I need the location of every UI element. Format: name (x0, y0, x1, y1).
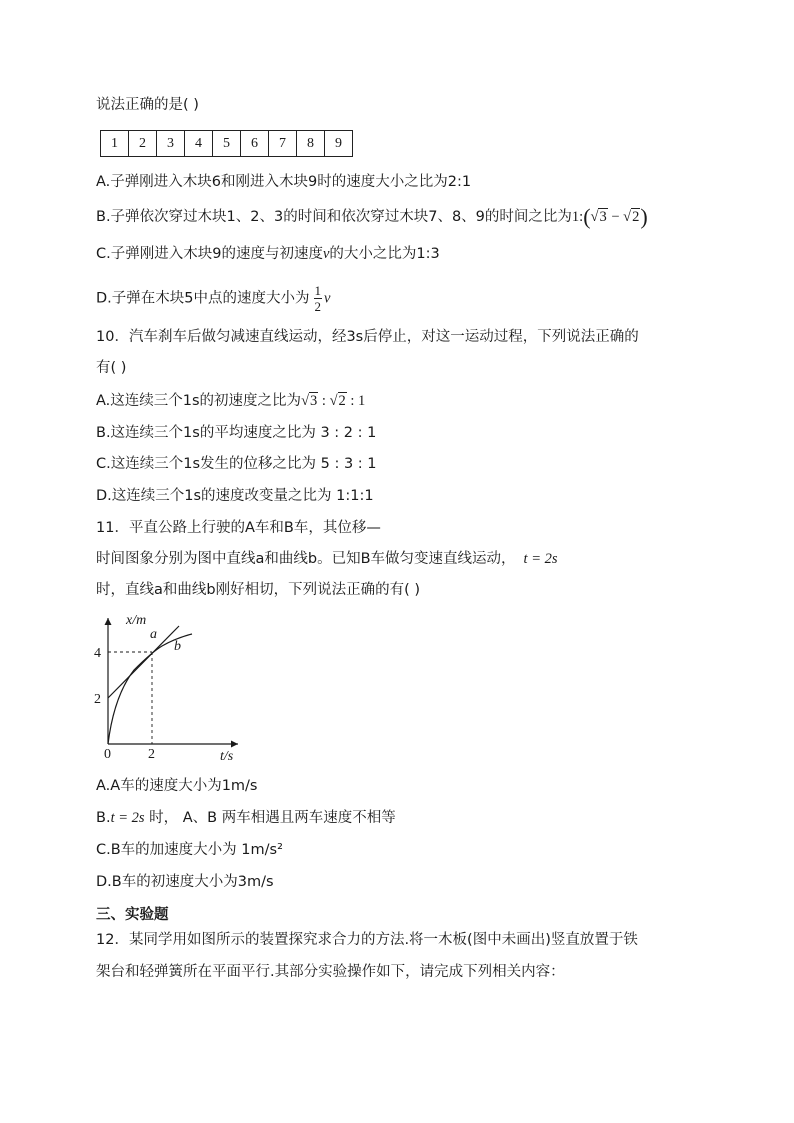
q11-option-d: D.B车的初速度大小为3m/s (96, 874, 274, 890)
q11-option-b-text: 时， A、B 两车相遇且两车速度不相等 (144, 810, 396, 826)
q10-option-a-text: A.这连续三个1s的初速度之比为 (96, 393, 302, 409)
block-cell: 8 (297, 131, 325, 157)
paren-close: ) (640, 204, 648, 229)
q9-option-b (96, 204, 648, 229)
q9-option-b-lead: 1: (571, 209, 584, 225)
block-cell: 7 (269, 131, 297, 157)
block-cell: 3 (157, 131, 185, 157)
q11-option-b (96, 808, 396, 828)
time-equation: t = 2s (110, 810, 145, 826)
line-a-label: a (150, 627, 157, 642)
line-a (108, 626, 179, 698)
q10-option-b: B.这连续三个1s的平均速度之比为 3 : 2 : 1 (96, 425, 377, 441)
q11-stem-line1: 11．平直公路上行驶的A车和B车，其位移— (96, 520, 381, 536)
radicand: 2 (632, 209, 640, 225)
q11-option-a: A.A车的速度大小为1m/s (96, 778, 258, 794)
block-cell: 9 (325, 131, 353, 157)
sqrt-expr: √3 (301, 393, 318, 409)
q12-stem-line1: 12．某同学用如图所示的装置探究求合力的方法.将一木板(图中未画出)竖直放置于铁 (96, 932, 638, 948)
sqrt-expr: √3 (590, 209, 607, 225)
y-axis-label: x/m (126, 613, 147, 628)
block-cell: 6 (241, 131, 269, 157)
section-title: 三、实验题 (96, 907, 169, 923)
tick-x0: 0 (104, 747, 111, 762)
q9-option-d (96, 283, 330, 314)
q11-option-c: C.B车的加速度大小为 1m/s² (96, 842, 283, 858)
position-time-graph (88, 608, 268, 764)
q11-stem-line2 (96, 549, 558, 569)
wood-blocks-table (100, 130, 353, 157)
block-cell: 4 (185, 131, 213, 157)
fraction (314, 283, 323, 314)
velocity-var: v (324, 290, 331, 307)
ratio-sep: : (318, 393, 330, 409)
radicand: 2 (338, 393, 346, 409)
block-cell: 2 (129, 131, 157, 157)
q9-option-c-post: 的大小之比为1:3 (329, 246, 440, 262)
radicand: 3 (599, 209, 607, 225)
q9-option-d-text: D.子弹在木块5中点的速度大小为 (96, 290, 310, 307)
tick-x2: 2 (148, 747, 155, 762)
q9-option-c-pre: C.子弹刚进入木块9的速度与初速度 (96, 246, 323, 262)
q9-option-a: A.子弹刚进入木块6和刚进入木块9时的速度大小之比为2:1 (96, 174, 472, 190)
q12-stem-line2: 架台和轻弹簧所在平面平行.其部分实验操作如下，请完成下列相关内容： (96, 964, 565, 980)
tick-y2: 2 (94, 692, 101, 707)
radicand: 3 (310, 393, 318, 409)
sqrt-expr: √2 (329, 393, 346, 409)
curve-b-label: b (174, 639, 181, 654)
time-equation: t = 2s (523, 551, 558, 567)
block-cell: 5 (213, 131, 241, 157)
q10-option-d: D.这连续三个1s的速度改变量之比为 1:1:1 (96, 488, 374, 504)
x-axis-label: t/s (220, 749, 234, 764)
q11-stem-line3: 时，直线a和曲线b刚好相切，下列说法正确的有( ) (96, 582, 421, 598)
tick-y4: 4 (94, 646, 101, 661)
block-cell: 1 (101, 131, 129, 157)
paren-open: ( (583, 204, 591, 229)
fraction-numerator: 1 (314, 283, 321, 298)
q9-stem-end: 说法正确的是( ) (96, 97, 199, 113)
q11-stem-line2-text: 时间图象分别为图中直线a和曲线b。已知B车做匀变速直线运动， (96, 551, 516, 567)
q9-option-b-text: B.子弹依次穿过木块1、2、3的时间和依次穿过木块7、8、9的时间之比为 (96, 209, 572, 225)
q9-option-c (96, 244, 440, 264)
q10-stem-line1: 10．汽车刹车后做匀减速直线运动，经3s后停止，对这一运动过程，下列说法正确的 (96, 329, 639, 345)
fraction-denominator: 2 (314, 299, 321, 314)
sqrt-expr: √2 (623, 209, 640, 225)
q10-option-a (96, 391, 365, 411)
q11-option-b-prefix: B. (96, 810, 111, 826)
minus-sign: − (607, 209, 624, 225)
q10-option-c: C.这连续三个1s发生的位移之比为 5 : 3 : 1 (96, 456, 377, 472)
velocity-var: v (322, 246, 330, 262)
ratio-end: : 1 (346, 393, 366, 409)
q10-stem-line2: 有( ) (96, 360, 127, 376)
